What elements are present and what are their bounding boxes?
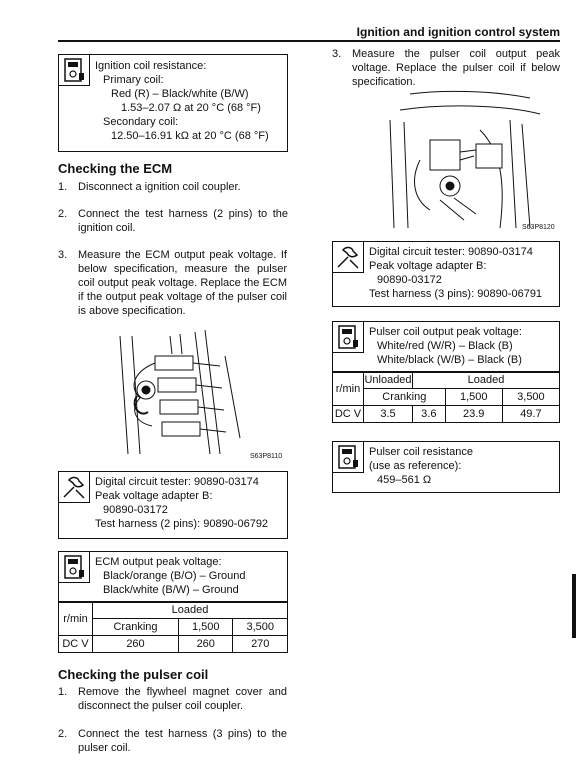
spec-line: 459–561 Ω [377, 474, 432, 486]
table-cell: 23.9 [445, 406, 502, 423]
section-heading-ecm: Checking the ECM [58, 161, 173, 176]
table-cell: 260 [179, 636, 233, 653]
table-cell: 260 [93, 636, 179, 653]
table-group-header: Unloaded [364, 372, 413, 389]
spec-line: Black/orange (B/O) – Ground [103, 570, 246, 582]
table-row-header: DC V [59, 636, 93, 653]
step-text: Connect the test harness (3 pins) to the pulser coil. [78, 728, 287, 754]
table-row-header: DC V [333, 406, 364, 423]
multimeter-icon [59, 55, 90, 86]
spec-line: 12.50–16.91 kΩ at 20 °C (68 °F) [111, 130, 269, 142]
pulser-tester-spec-box [332, 241, 560, 307]
step-text: Connect the test harness (2 pins) to the ignition coil. [78, 208, 288, 234]
ecm-voltage-spec-box [58, 551, 288, 603]
spec-line: Test harness (2 pins): 90890-06792 [95, 518, 269, 530]
spec-line: 90890-03172 [377, 274, 442, 286]
figure-label: S63P8120 [522, 224, 555, 231]
spec-line: White/red (W/R) – Black (B) [377, 340, 513, 352]
table-cell: 3.5 [364, 406, 413, 423]
step-number: 2. [58, 728, 68, 740]
pulser-voltage-table [332, 371, 560, 423]
spec-line: Red (R) – Black/white (B/W) [111, 88, 249, 100]
spec-line: 1.53–2.07 Ω at 20 °C (68 °F) [121, 102, 261, 114]
multimeter-icon [333, 322, 364, 353]
ecm-test-illustration [100, 326, 290, 460]
pulser-resistance-spec-box [332, 441, 560, 493]
table-row-header: r/min [333, 372, 364, 406]
spec-line: Primary coil: [103, 74, 164, 86]
multimeter-icon [333, 442, 364, 473]
spec-line: 90890-03172 [103, 504, 168, 516]
step-number: 2. [58, 208, 68, 220]
table-col-header: Cranking [364, 389, 446, 406]
pulser-test-illustration [380, 90, 560, 230]
table-col-header: 1,500 [179, 619, 233, 636]
table-cell: 270 [233, 636, 288, 653]
chapter-tab-marker [572, 574, 576, 638]
step-text: Measure the ECM output peak voltage. If below specification, measure the pulser coil output peak voltage. Replace the ECM if the output peak voltage of the pulser coil is above specification. [78, 249, 287, 317]
spec-line: Pulser coil output peak voltage: [369, 326, 522, 338]
pulser-voltage-spec-box [332, 321, 560, 373]
spec-line: Peak voltage adapter B: [369, 260, 487, 272]
table-col-header: Cranking [93, 619, 179, 636]
table-group-header: Loaded [93, 602, 288, 619]
spec-line: ECM output peak voltage: [95, 556, 222, 568]
spec-line: Peak voltage adapter B: [95, 490, 213, 502]
spec-line: Secondary coil: [103, 116, 179, 128]
spec-line: Black/white (B/W) – Ground [103, 584, 239, 596]
table-col-header: 1,500 [445, 389, 502, 406]
table-col-header: 3,500 [233, 619, 288, 636]
table-row-header: r/min [59, 602, 93, 636]
tester-tool-icon [59, 472, 90, 503]
page-header-title: Ignition and ignition control system [356, 25, 560, 39]
step-number: 1. [58, 181, 68, 193]
step-number: 1. [58, 686, 68, 698]
ignition-coil-spec-box [58, 54, 288, 152]
step-text: Remove the flywheel magnet cover and disconnect the pulser coil coupler. [78, 686, 287, 712]
spec-line: Digital circuit tester: 90890-03174 [95, 476, 259, 488]
multimeter-icon [59, 552, 90, 583]
header-rule [58, 40, 560, 42]
table-group-header: Loaded [413, 372, 560, 389]
table-cell: 49.7 [502, 406, 559, 423]
step-number: 3. [58, 249, 68, 261]
spec-line: Digital circuit tester: 90890-03174 [369, 246, 533, 258]
step-text: Measure the pulser coil output peak voltage. Replace the pulser coil if below specification. [352, 48, 560, 88]
spec-line: (use as reference): [369, 460, 462, 472]
ecm-voltage-table [58, 601, 288, 653]
step-text: Disconnect a ignition coil coupler. [78, 181, 241, 193]
spec-line: Ignition coil resistance: [95, 60, 207, 72]
step-number: 3. [332, 48, 342, 60]
section-heading-pulser: Checking the pulser coil [58, 667, 209, 682]
table-col-header: 3,500 [502, 389, 559, 406]
figure-label: S63P8110 [250, 453, 283, 460]
spec-line: White/black (W/B) – Black (B) [377, 354, 522, 366]
tester-tool-icon [333, 242, 364, 273]
spec-line: Pulser coil resistance [369, 446, 473, 458]
spec-line: Test harness (3 pins): 90890-06791 [369, 288, 543, 300]
table-cell: 3.6 [413, 406, 446, 423]
ecm-tester-spec-box [58, 471, 288, 539]
